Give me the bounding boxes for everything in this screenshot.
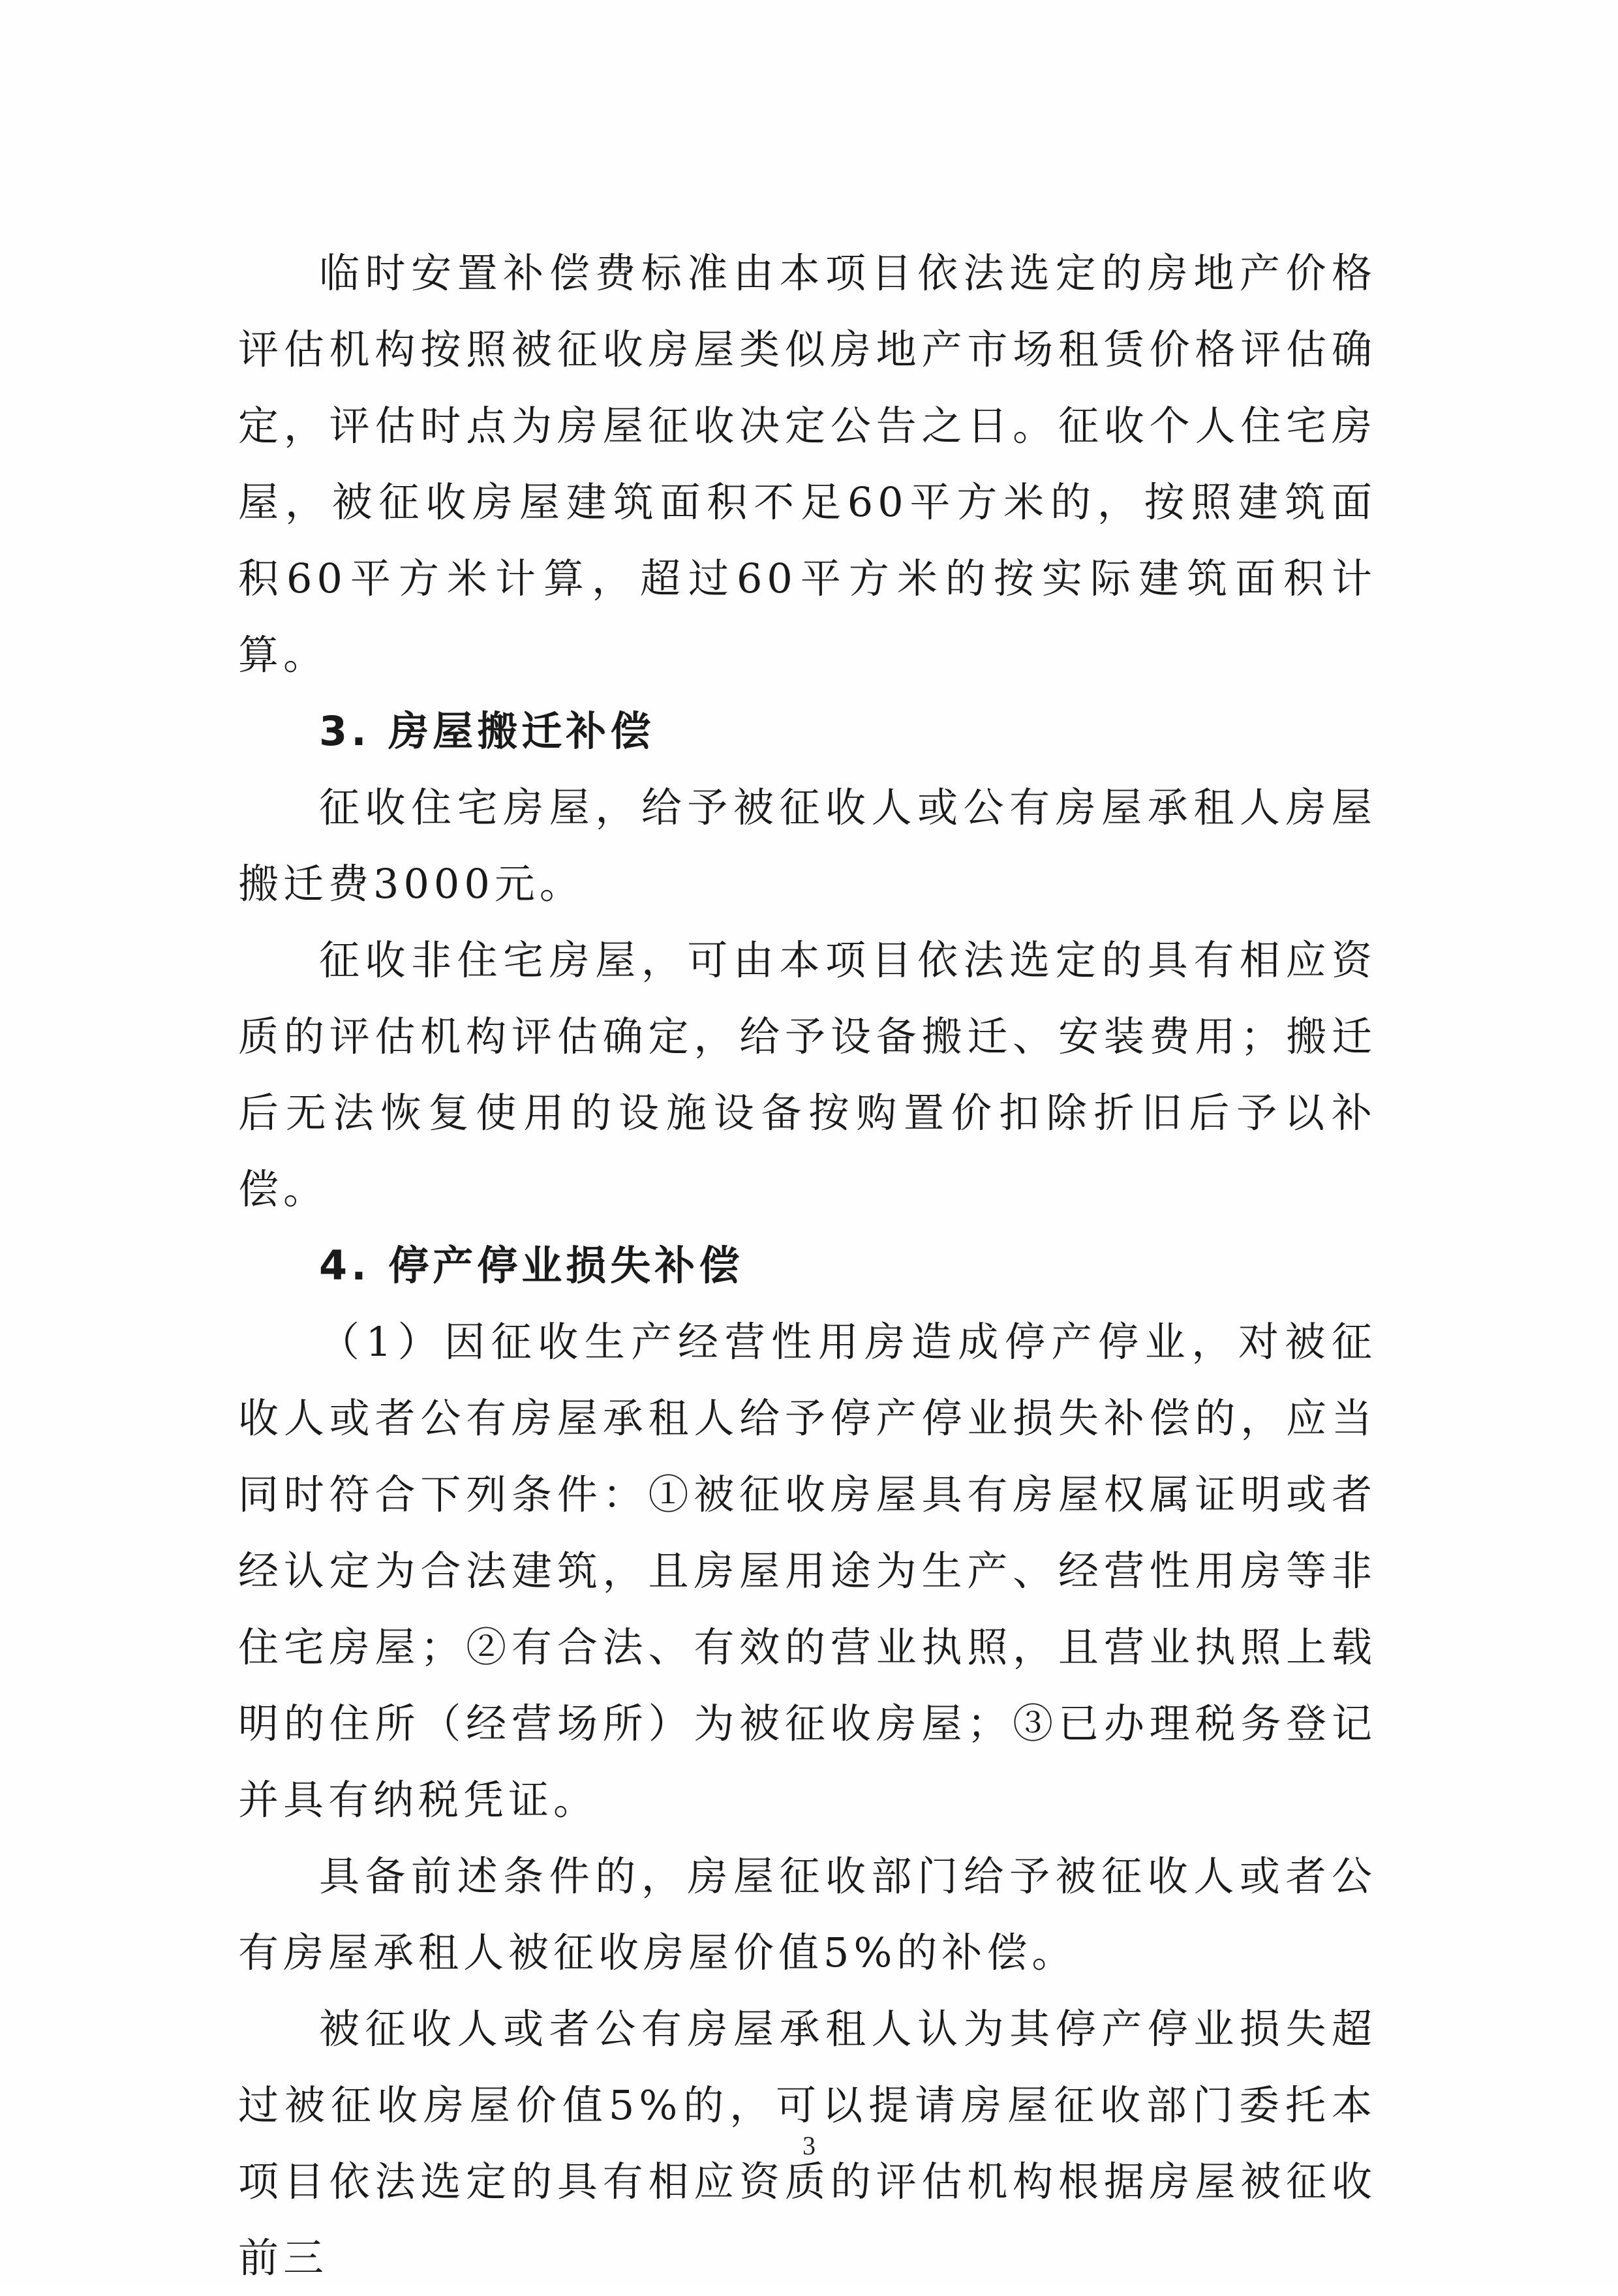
paragraph-temporary-resettlement: 临时安置补偿费标准由本项目依法选定的房地产价格评估机构按照被征收房屋类似房地产市场租赁价格评估确定，评估时点为房屋征收决定公告之日。征收个人住宅房屋，被征收房屋建筑面积不足60平方米的，按照建筑面积60平方米计算，超过60平方米的按实际建筑面积计算。 xyxy=(238,249,1377,679)
paragraph-non-residential-relocation: 征收非住宅房屋，可由本项目依法选定的具有相应资质的评估机构评估确定，给予设备搬迁、安装费用；搬迁后无法恢复使用的设施设备按购置价扣除折旧后予以补偿。 xyxy=(238,936,1377,1213)
paragraph-excess-loss-assessment: 被征收人或者公有房屋承租人认为其停产停业损失超过被征收房屋价值5%的，可以提请房屋征收部门委托本项目依法选定的具有相应资质的评估机构根据房屋被征收前三 xyxy=(238,2005,1377,2282)
page-number: 3 xyxy=(802,2131,816,2160)
section-heading-business-loss-compensation: 4. 停产停业损失补偿 xyxy=(319,1242,744,1289)
paragraph-five-percent-compensation: 具备前述条件的，房屋征收部门给予被征收人或者公有房屋承租人被征收房屋价值5%的补偿。 xyxy=(238,1852,1377,1976)
document-body xyxy=(238,235,1377,2296)
paragraph-business-loss-conditions: （1）因征收生产经营性用房造成停产停业，对被征收人或者公有房屋承租人给予停产停业损失补偿的，应当同时符合下列条件：①被征收房屋具有房屋权属证明或者经认定为合法建筑，且房屋用途为生产、经营性用房等非住宅房屋；②有合法、有效的营业执照，且营业执照上载明的住所（经营场所）为被征收房屋；③已办理税务登记并具有纳税凭证。 xyxy=(238,1318,1377,1824)
paragraph-residential-relocation-fee: 征收住宅房屋，给予被征收人或公有房屋承租人房屋搬迁费3000元。 xyxy=(238,784,1377,908)
section-heading-relocation-compensation: 3. 房屋搬迁补偿 xyxy=(319,707,655,755)
